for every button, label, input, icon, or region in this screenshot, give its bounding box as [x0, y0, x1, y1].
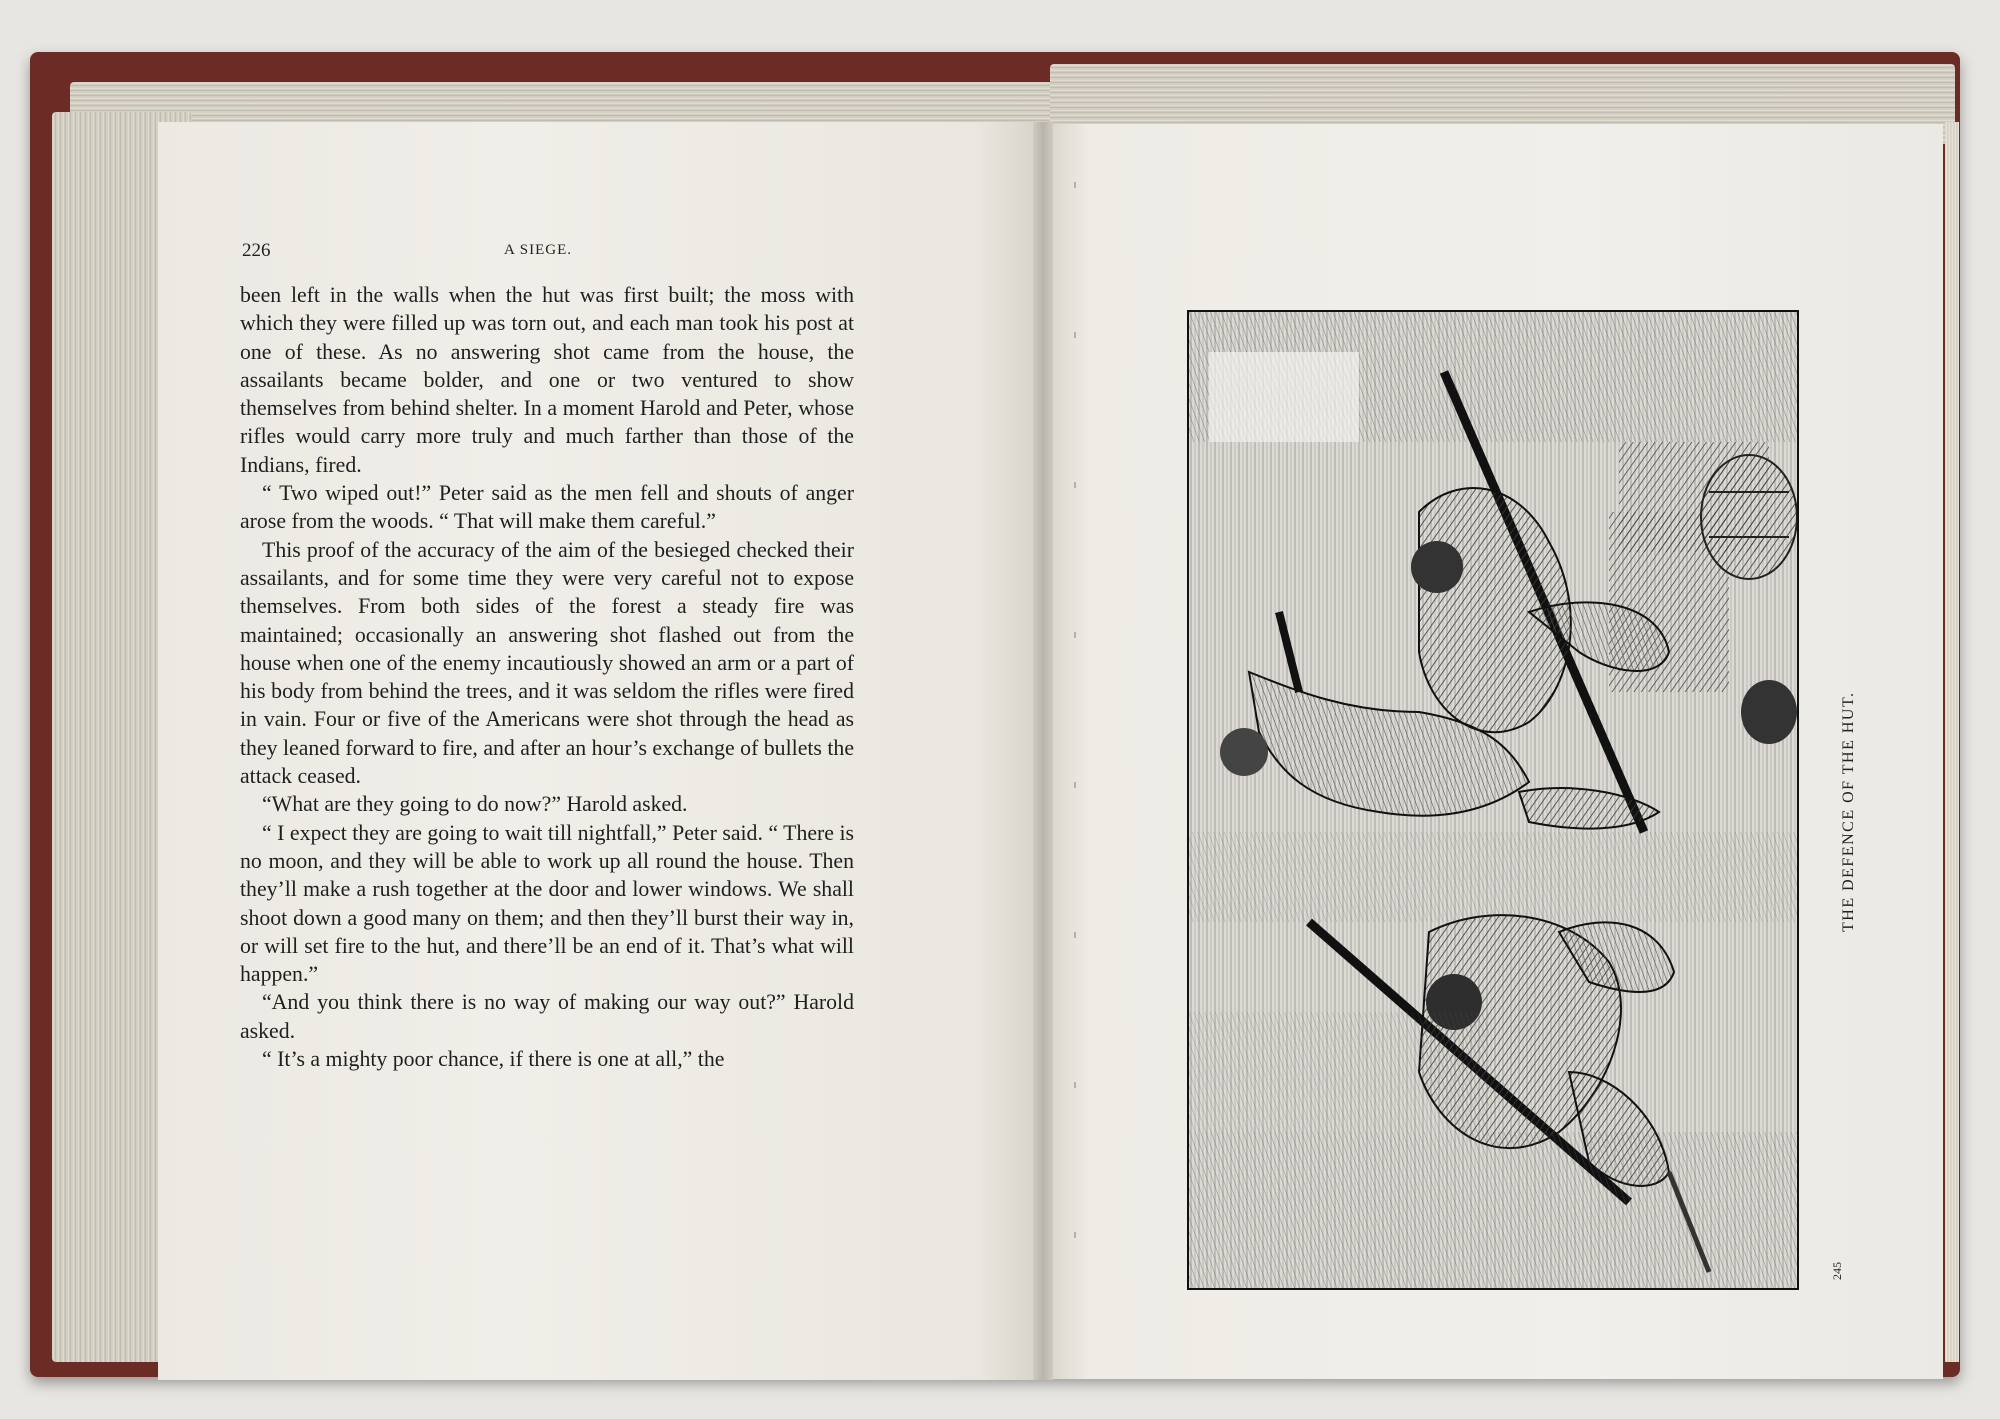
page-number: 226 [242, 240, 271, 261]
paragraph: This proof of the accuracy of the aim of the besieged checked their assailants, and for some time they were very careful not to expose themselves. From both sides of the forest a steady fire was maintained; occasionally an answering shot flashed out from the house when one of the enemy incautiously showed an arm or a part of his body from behind the trees, and it was seldom the rifles were fired in vain. Four or five of the Americans were shot through the head as they leaned forward to fire, and after an hour’s exchange of bullets the attack ceased. [240, 537, 854, 789]
paragraph: been left in the walls when the hut was first built; the moss with which they were filled up was torn out, and each man took his post at one of these. As no answering shot came from the house, the assailants became bolder, and one or two ventured to show themselves from behind shelter. In a moment Harold and Peter, whose rifles would carry more truly and much farther than those of the Indians, fired. [240, 283, 854, 477]
plate-number: 245 [1830, 1262, 1844, 1280]
running-head [242, 240, 852, 264]
paragraph: “ It’s a mighty poor chance, if there is one at all,” the [262, 1047, 725, 1072]
page-edges [1945, 122, 1959, 1362]
body-text [240, 281, 854, 1073]
spine-gutter [1033, 122, 1053, 1380]
open-book [30, 52, 1960, 1377]
paragraph: “What are they going to do now?” Harold asked. [262, 792, 688, 817]
engraving-illustration [1187, 310, 1799, 1290]
binding-stitch [1074, 182, 1076, 1302]
paragraph: “And you think there is no way of making our way out?” Harold asked. [240, 990, 854, 1043]
paragraph: “ I expect they are going to wait till nightfall,” Peter said. “ There is no moon, and they will be able to work up all round the house. Then they’ll make a rush together at the door and lower windows. We shall shoot down a good many on them; and then they’ll burst their way in, or will set fire to the hut, and there’ll be an end of it. That’s what will happen.” [240, 820, 854, 987]
illustration-caption: THE DEFENCE OF THE HUT. [1840, 691, 1857, 932]
paragraph: “ Two wiped out!” Peter said as the men fell and shouts of anger arose from the woods. “ That will make them careful.” [240, 481, 854, 534]
page-header-title: A SIEGE. [504, 242, 572, 258]
